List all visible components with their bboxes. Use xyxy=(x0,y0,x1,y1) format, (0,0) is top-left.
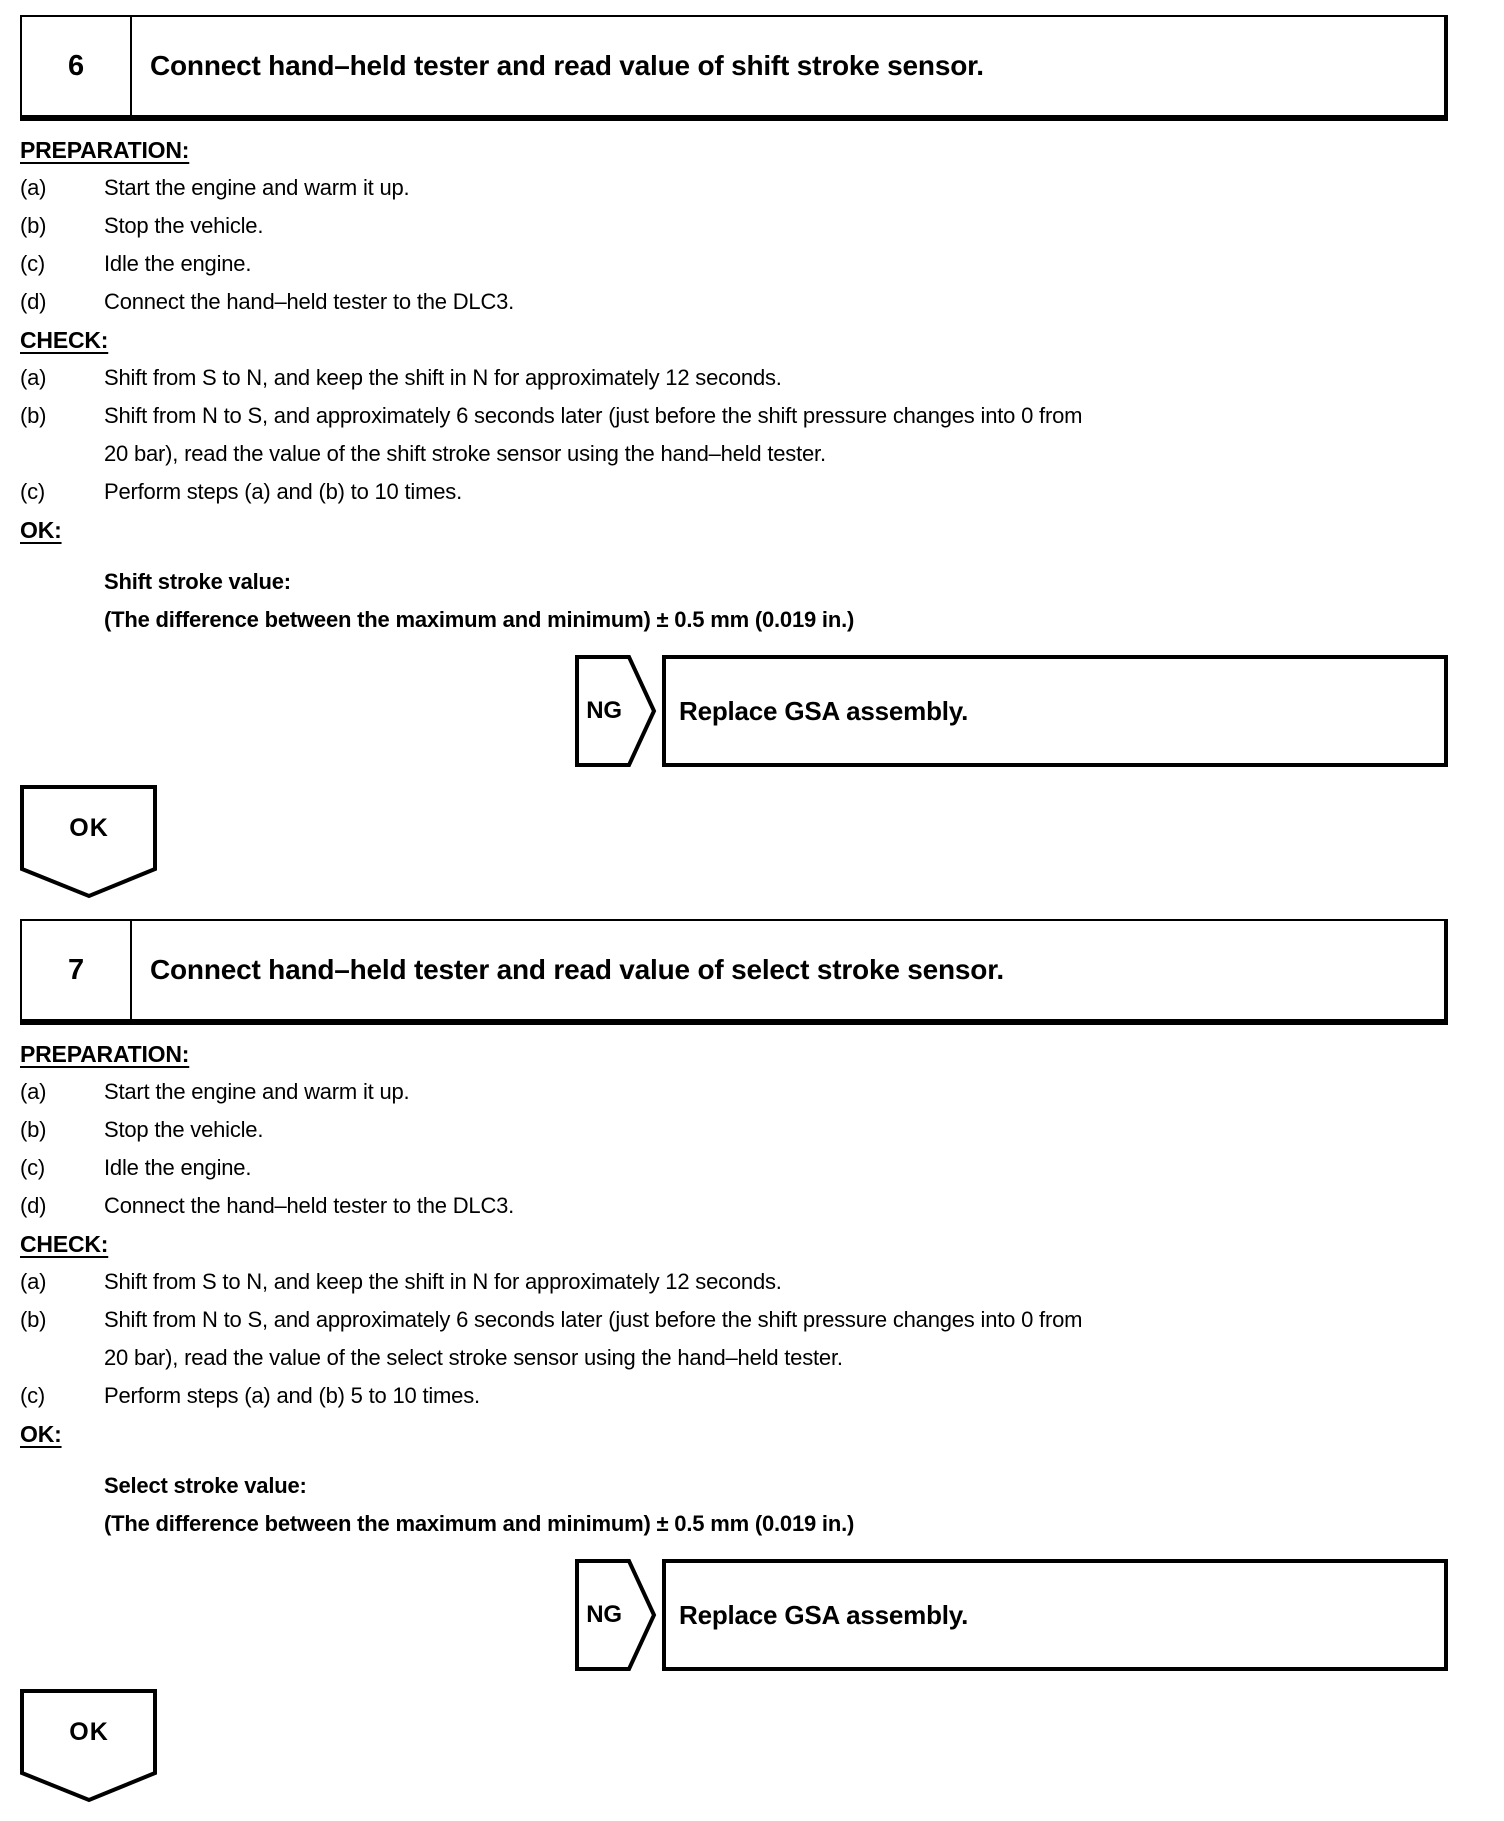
list-item xyxy=(20,1377,1448,1415)
check-heading: CHECK: xyxy=(20,1231,109,1257)
list-item-text-line2: 20 bar), read the value of the shift stroke sensor using the hand–held tester. xyxy=(104,441,826,466)
step-number: 7 xyxy=(22,921,132,1019)
preparation-heading: PREPARATION: xyxy=(20,1041,190,1067)
list-item-label: (d) xyxy=(20,289,47,314)
list-item-label: (c) xyxy=(20,1155,46,1180)
list-item xyxy=(20,245,1448,283)
ng-arrow-shape xyxy=(575,655,657,767)
value-title: Select stroke value: xyxy=(104,1473,307,1498)
ok-heading: OK: xyxy=(20,517,62,543)
ok-badge: OK xyxy=(69,813,109,842)
list-item xyxy=(20,169,1448,207)
list-item-text: Idle the engine. xyxy=(104,1155,252,1180)
ng-branch-row xyxy=(575,1559,1448,1671)
ng-badge: NG xyxy=(586,697,622,724)
ok-arrow-shape xyxy=(20,785,158,899)
ng-badge: NG xyxy=(586,1601,622,1628)
list-item-text xyxy=(104,1301,1448,1377)
list-item xyxy=(20,1149,1448,1187)
list-item-text: Start the engine and warm it up. xyxy=(104,175,410,200)
list-item-text: Perform steps (a) and (b) 5 to 10 times. xyxy=(104,1383,480,1408)
list-item-text-line2: 20 bar), read the value of the select stroke sensor using the hand–held tester. xyxy=(104,1345,843,1370)
ok-value-group xyxy=(104,563,1448,639)
list-item-text xyxy=(104,397,1448,473)
list-item-text: Stop the vehicle. xyxy=(104,1117,264,1142)
list-item-text-line1: Shift from N to S, and approximately 6 seconds later (just before the shift pressure changes into 0 from xyxy=(104,1307,1083,1332)
list-item xyxy=(20,397,1448,473)
ok-arrow-shape xyxy=(20,1689,158,1803)
list-item-label: (b) xyxy=(20,1117,47,1142)
step-number: 6 xyxy=(22,17,132,115)
ok-heading: OK: xyxy=(20,1421,62,1447)
list-item xyxy=(20,1073,1448,1111)
list-item-label: (a) xyxy=(20,1269,47,1294)
ng-arrow-shape xyxy=(575,1559,657,1671)
list-item xyxy=(20,359,1448,397)
preparation-heading: PREPARATION: xyxy=(20,137,190,163)
value-title: Shift stroke value: xyxy=(104,569,291,594)
step-title: Connect hand–held tester and read value of select stroke sensor. xyxy=(150,954,1004,985)
list-item-text: Shift from S to N, and keep the shift in N for approximately 12 seconds. xyxy=(104,365,782,390)
step-7-header-box xyxy=(20,919,1448,1025)
ng-action-box: Replace GSA assembly. xyxy=(662,1559,1448,1671)
list-item xyxy=(20,207,1448,245)
list-item-label: (c) xyxy=(20,479,46,504)
list-item-text: Start the engine and warm it up. xyxy=(104,1079,410,1104)
list-item-label: (a) xyxy=(20,175,47,200)
list-item-label: (b) xyxy=(20,1307,47,1332)
list-item xyxy=(20,1187,1448,1225)
list-item-label: (d) xyxy=(20,1193,47,1218)
value-spec: (The difference between the maximum and minimum) ± 0.5 mm (0.019 in.) xyxy=(104,1511,855,1536)
list-item-text: Connect the hand–held tester to the DLC3. xyxy=(104,1193,515,1218)
ng-action-box: Replace GSA assembly. xyxy=(662,655,1448,767)
ok-badge: OK xyxy=(69,1717,109,1746)
list-item-label: (b) xyxy=(20,403,47,428)
list-item-text: Stop the vehicle. xyxy=(104,213,264,238)
list-item xyxy=(20,1111,1448,1149)
ng-branch-row xyxy=(575,655,1448,767)
list-item-text: Idle the engine. xyxy=(104,251,252,276)
list-item-label: (a) xyxy=(20,365,47,390)
list-item-text-line1: Shift from N to S, and approximately 6 seconds later (just before the shift pressure changes into 0 from xyxy=(104,403,1083,428)
list-item xyxy=(20,473,1448,511)
step-6-section xyxy=(20,15,1448,899)
list-item-label: (c) xyxy=(20,1383,46,1408)
list-item xyxy=(20,1263,1448,1301)
check-heading: CHECK: xyxy=(20,327,109,353)
list-item-text: Shift from S to N, and keep the shift in N for approximately 12 seconds. xyxy=(104,1269,782,1294)
list-item-label: (c) xyxy=(20,251,46,276)
step-title: Connect hand–held tester and read value of shift stroke sensor. xyxy=(150,50,984,81)
step-7-section xyxy=(20,919,1448,1803)
list-item xyxy=(20,283,1448,321)
ok-value-group xyxy=(104,1467,1448,1543)
step-6-header-box xyxy=(20,15,1448,121)
list-item-label: (b) xyxy=(20,213,47,238)
list-item-text: Perform steps (a) and (b) to 10 times. xyxy=(104,479,462,504)
list-item xyxy=(20,1301,1448,1377)
list-item-label: (a) xyxy=(20,1079,47,1104)
list-item-text: Connect the hand–held tester to the DLC3. xyxy=(104,289,515,314)
value-spec: (The difference between the maximum and minimum) ± 0.5 mm (0.019 in.) xyxy=(104,607,855,632)
